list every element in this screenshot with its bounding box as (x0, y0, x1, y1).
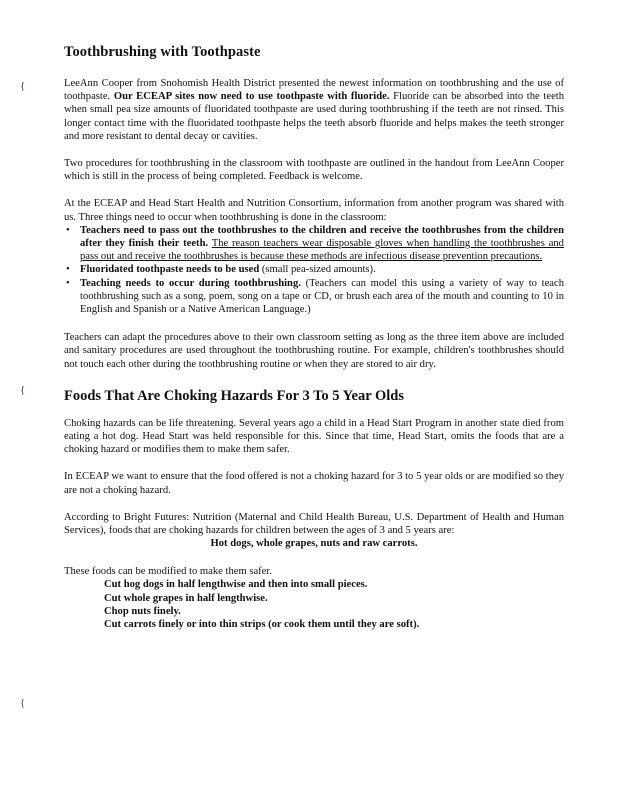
bullet-icon: • (66, 224, 70, 236)
paragraph-text: Fluoride can be absorbed into the teeth when small pea size amounts of fluoridated toothpaste are used during toothbrushing if the teeth are not rinsed. This longer contact time with the fluoridated toothpaste helps the teeth absorb fluoride and helps makes the teeth stronger and more resistant to dental decay or cavities. (64, 91, 565, 142)
bullet-icon: • (66, 264, 70, 276)
paragraph-fluoride (64, 77, 564, 143)
paragraph-bright-futures: According to Bright Futures: Nutrition (Maternal and Child Health Bureau, U.S. Department of Health and Human Services), foods that are choking hazards for children between the ages of 3 and 5 years are: (64, 511, 564, 537)
section-heading-choking: Foods That Are Choking Hazards For 3 To 5 Year Olds (64, 387, 405, 404)
bullet-icon: • (66, 277, 70, 289)
margin-mark: { (20, 384, 26, 396)
hazard-foods: Hot dogs, whole grapes, nuts and raw carrots. (210, 538, 418, 550)
margin-mark: { (20, 697, 26, 709)
list-item-bold: Teaching needs to occur during toothbrushing. (80, 277, 301, 289)
document-body (64, 44, 564, 631)
modification-item: Cut hog dogs in half lengthwise and then into small pieces. (104, 579, 368, 591)
list-item-underline: The reason teachers wear disposable gloves when handling the toothbrushes and pass out and receive the toothbrushes is because these methods are infectious disease prevention precautions. (80, 238, 564, 263)
list-item (66, 224, 564, 264)
list-item-text: (small pea-sized amounts). (259, 264, 376, 276)
paragraph-eceap: In ECEAP we want to ensure that the food offered is not a choking hazard for 3 to 5 year olds or are modified so they are not a choking hazard. (64, 471, 564, 496)
paragraph-choking-intro: Choking hazards can be life threatening. Several years ago a child in a Head Start Program in another state died from eating a hot dog. Head Start was held responsible for this. Since that time, Head Start, omits the foods that are a choking hazard or modifies them to make them safer. (64, 417, 564, 456)
paragraph-text: LeeAnn Cooper from Snohomish Health District presented the newest information on toothbrushing and the use of toothpaste. (64, 78, 564, 103)
section-heading-toothbrushing: Toothbrushing with Toothpaste (64, 44, 261, 60)
emphasis-text: Our ECEAP sites now need to use toothpaste with fluoride. (113, 91, 390, 103)
requirements-list (64, 224, 564, 316)
modification-item: Cut carrots finely or into thin strips (or cook them until they are soft). (104, 619, 420, 631)
list-item (66, 277, 564, 317)
paragraph-adapt: Teachers can adapt the procedures above to their own classroom setting as long as the three item above are included and sanitary procedures are used throughout the toothbrushing routine. For example, children's toothbrushes should not touch each other during the toothbrushing routine or when they are stored to air dry. (64, 332, 564, 370)
paragraph-procedures: Two procedures for toothbrushing in the classroom with toothpaste are outlined in the handout from LeeAnn Cooper which is still in the process of being completed. Feedback is welcome. (64, 158, 564, 183)
list-item-bold: Fluoridated toothpaste needs to be used (80, 264, 260, 276)
paragraph-consortium: At the ECEAP and Head Start Health and Nutrition Consortium, information from another program was shared with us. Three things need to occur when toothbrushing is done in the classroom: (64, 198, 564, 223)
list-item-bold: Teachers need to pass out the toothbrushes to the children and receive the toothbrushes from the children after they finish their teeth. (80, 224, 564, 250)
modification-item: Chop nuts finely. (104, 605, 181, 617)
list-item-text: (Teachers can model this using a variety of way to teach toothbrushing such as a song, poem, song on a tape or CD, or brush each area of the mouth and counting to 10 in English and Spanish or a Native American Language.) (80, 277, 564, 316)
margin-mark: { (20, 80, 26, 92)
modification-item: Cut whole grapes in half lengthwise. (104, 592, 268, 604)
list-item (66, 263, 564, 276)
paragraph-modify: These foods can be modified to make them safer. (64, 566, 272, 578)
